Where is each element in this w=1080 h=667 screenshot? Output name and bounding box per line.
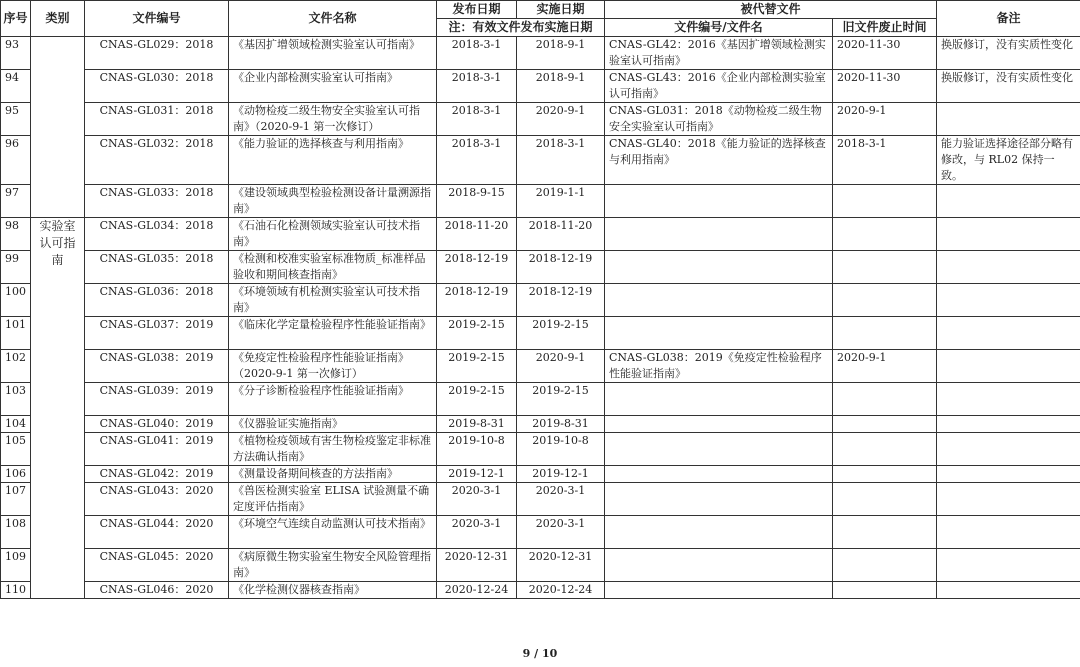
impl-date-cell: 2018-12-19	[517, 284, 605, 317]
header-publish-date: 发布日期	[437, 1, 517, 19]
old-abolish-cell	[833, 433, 937, 466]
doc-no-cell: CNAS-GL030：2018	[85, 70, 229, 103]
publish-date-cell: 2018-3-1	[437, 136, 517, 185]
category-cell: 实验室认可指南	[31, 218, 85, 599]
publish-date-cell: 2018-3-1	[437, 70, 517, 103]
old-abolish-cell	[833, 466, 937, 483]
seq-cell: 98	[1, 218, 31, 251]
replaced-doc-cell	[605, 433, 833, 466]
publish-date-cell: 2018-9-15	[437, 185, 517, 218]
doc-no-cell: CNAS-GL044：2020	[85, 516, 229, 549]
replaced-doc-cell	[605, 466, 833, 483]
header-replaced-no-name: 文件编号/文件名	[605, 19, 833, 37]
publish-date-cell: 2018-3-1	[437, 103, 517, 136]
table-row	[1, 416, 1080, 433]
replaced-doc-cell	[605, 218, 833, 251]
table-row	[1, 284, 1080, 317]
impl-date-cell: 2019-12-1	[517, 466, 605, 483]
old-abolish-cell: 2020-11-30	[833, 37, 937, 70]
impl-date-cell: 2018-9-1	[517, 70, 605, 103]
doc-name-cell: 《免疫定性检验程序性能验证指南》（2020-9-1 第一次修订）	[229, 350, 437, 383]
replaced-doc-cell: CNAS-GL031：2018《动物检疫二级生物安全实验室认可指南》	[605, 103, 833, 136]
impl-date-cell: 2020-3-1	[517, 483, 605, 516]
doc-name-cell: 《仪器验证实施指南》	[229, 416, 437, 433]
remark-cell: 换版修订，没有实质性变化	[937, 37, 1080, 70]
old-abolish-cell	[833, 251, 937, 284]
old-abolish-cell	[833, 284, 937, 317]
publish-date-cell: 2018-12-19	[437, 251, 517, 284]
table-row	[1, 185, 1080, 218]
remark-cell	[937, 483, 1080, 516]
table-row	[1, 218, 1080, 251]
table-row	[1, 37, 1080, 70]
publish-date-cell: 2020-3-1	[437, 516, 517, 549]
replaced-doc-cell	[605, 185, 833, 218]
publish-date-cell: 2020-12-31	[437, 549, 517, 582]
doc-no-cell: CNAS-GL038：2019	[85, 350, 229, 383]
old-abolish-cell	[833, 582, 937, 599]
replaced-doc-cell	[605, 317, 833, 350]
remark-cell	[937, 582, 1080, 599]
header-impl-date: 实施日期	[517, 1, 605, 19]
remark-cell	[937, 350, 1080, 383]
doc-name-cell: 《建设领域典型检验检测设备计量溯源指南》	[229, 185, 437, 218]
publish-date-cell: 2020-3-1	[437, 483, 517, 516]
table-row	[1, 549, 1080, 582]
header-note-effective: 注：有效文件发布实施日期	[437, 19, 605, 37]
impl-date-cell: 2020-9-1	[517, 350, 605, 383]
publish-date-cell: 2019-2-15	[437, 383, 517, 416]
seq-cell: 101	[1, 317, 31, 350]
remark-cell	[937, 317, 1080, 350]
replaced-doc-cell	[605, 549, 833, 582]
impl-date-cell: 2018-9-1	[517, 37, 605, 70]
seq-cell: 103	[1, 383, 31, 416]
doc-name-cell: 《能力验证的选择核查与利用指南》	[229, 136, 437, 185]
seq-cell: 109	[1, 549, 31, 582]
impl-date-cell: 2018-3-1	[517, 136, 605, 185]
remark-cell	[937, 284, 1080, 317]
old-abolish-cell	[833, 516, 937, 549]
seq-cell: 99	[1, 251, 31, 284]
table-row	[1, 251, 1080, 284]
replaced-doc-cell	[605, 483, 833, 516]
doc-name-cell: 《石油石化检测领域实验室认可技术指南》	[229, 218, 437, 251]
header-seq: 序号	[1, 1, 31, 37]
doc-name-cell: 《企业内部检测实验室认可指南》	[229, 70, 437, 103]
remark-cell	[937, 185, 1080, 218]
remark-cell	[937, 218, 1080, 251]
publish-date-cell: 2019-10-8	[437, 433, 517, 466]
seq-cell: 96	[1, 136, 31, 185]
publish-date-cell: 2018-3-1	[437, 37, 517, 70]
old-abolish-cell	[833, 416, 937, 433]
table-row	[1, 103, 1080, 136]
impl-date-cell: 2019-2-15	[517, 317, 605, 350]
doc-no-cell: CNAS-GL041：2019	[85, 433, 229, 466]
seq-cell: 94	[1, 70, 31, 103]
doc-no-cell: CNAS-GL034：2018	[85, 218, 229, 251]
doc-name-cell: 《兽医检测实验室 ELISA 试验测量不确定度评估指南》	[229, 483, 437, 516]
seq-cell: 104	[1, 416, 31, 433]
table-row	[1, 70, 1080, 103]
category-cell-blank	[31, 37, 85, 218]
doc-name-cell: 《检测和校准实验室标准物质_标准样品验收和期间核查指南》	[229, 251, 437, 284]
seq-cell: 106	[1, 466, 31, 483]
seq-cell: 105	[1, 433, 31, 466]
replaced-doc-cell: CNAS-GL40：2018《能力验证的选择核查与利用指南》	[605, 136, 833, 185]
header-remark: 备注	[937, 1, 1080, 37]
doc-no-cell: CNAS-GL029：2018	[85, 37, 229, 70]
impl-date-cell: 2020-12-24	[517, 582, 605, 599]
impl-date-cell: 2018-12-19	[517, 251, 605, 284]
publish-date-cell: 2019-8-31	[437, 416, 517, 433]
table-row	[1, 383, 1080, 416]
impl-date-cell: 2019-2-15	[517, 383, 605, 416]
replaced-doc-cell	[605, 383, 833, 416]
header-old-abolish: 旧文件废止时间	[833, 19, 937, 37]
publish-date-cell: 2019-2-15	[437, 317, 517, 350]
old-abolish-cell	[833, 185, 937, 218]
impl-date-cell: 2019-10-8	[517, 433, 605, 466]
remark-cell	[937, 549, 1080, 582]
table-row	[1, 466, 1080, 483]
doc-no-cell: CNAS-GL031：2018	[85, 103, 229, 136]
old-abolish-cell	[833, 483, 937, 516]
publish-date-cell: 2020-12-24	[437, 582, 517, 599]
replaced-doc-cell	[605, 251, 833, 284]
doc-no-cell: CNAS-GL040：2019	[85, 416, 229, 433]
table-row	[1, 136, 1080, 185]
old-abolish-cell	[833, 549, 937, 582]
doc-name-cell: 《化学检测仪器核查指南》	[229, 582, 437, 599]
table-row	[1, 483, 1080, 516]
seq-cell: 107	[1, 483, 31, 516]
table-body	[1, 37, 1080, 599]
table-row	[1, 317, 1080, 350]
seq-cell: 108	[1, 516, 31, 549]
page-footer: 9 / 10	[522, 647, 558, 660]
publish-date-cell: 2018-11-20	[437, 218, 517, 251]
old-abolish-cell: 2020-9-1	[833, 103, 937, 136]
impl-date-cell: 2018-11-20	[517, 218, 605, 251]
impl-date-cell: 2020-9-1	[517, 103, 605, 136]
replaced-doc-cell: CNAS-GL43：2016《企业内部检测实验室认可指南》	[605, 70, 833, 103]
table-row	[1, 516, 1080, 549]
remark-cell	[937, 251, 1080, 284]
old-abolish-cell	[833, 383, 937, 416]
doc-no-cell: CNAS-GL036：2018	[85, 284, 229, 317]
seq-cell: 93	[1, 37, 31, 70]
remark-cell	[937, 103, 1080, 136]
doc-name-cell: 《环境领域有机检测实验室认可技术指南》	[229, 284, 437, 317]
remark-cell	[937, 433, 1080, 466]
remark-cell: 换版修订，没有实质性变化	[937, 70, 1080, 103]
remark-cell	[937, 383, 1080, 416]
doc-no-cell: CNAS-GL035：2018	[85, 251, 229, 284]
old-abolish-cell	[833, 218, 937, 251]
table-row	[1, 433, 1080, 466]
seq-cell: 102	[1, 350, 31, 383]
seq-cell: 110	[1, 582, 31, 599]
publish-date-cell: 2019-2-15	[437, 350, 517, 383]
doc-no-cell: CNAS-GL033：2018	[85, 185, 229, 218]
header-doc-no: 文件编号	[85, 1, 229, 37]
table-row	[1, 582, 1080, 599]
impl-date-cell: 2020-12-31	[517, 549, 605, 582]
doc-name-cell: 《动物检疫二级生物安全实验室认可指南》（2020-9-1 第一次修订）	[229, 103, 437, 136]
doc-name-cell: 《植物检疫领域有害生物检疫鉴定非标准方法确认指南》	[229, 433, 437, 466]
doc-no-cell: CNAS-GL032：2018	[85, 136, 229, 185]
doc-name-cell: 《基因扩增领域检测实验室认可指南》	[229, 37, 437, 70]
header-doc-name: 文件名称	[229, 1, 437, 37]
doc-no-cell: CNAS-GL043：2020	[85, 483, 229, 516]
old-abolish-cell	[833, 317, 937, 350]
impl-date-cell: 2019-1-1	[517, 185, 605, 218]
seq-cell: 95	[1, 103, 31, 136]
header-replaced: 被代替文件	[605, 1, 937, 19]
doc-no-cell: CNAS-GL042：2019	[85, 466, 229, 483]
doc-name-cell: 《测量设备期间核查的方法指南》	[229, 466, 437, 483]
impl-date-cell: 2020-3-1	[517, 516, 605, 549]
doc-no-cell: CNAS-GL045：2020	[85, 549, 229, 582]
old-abolish-cell: 2020-11-30	[833, 70, 937, 103]
remark-cell	[937, 416, 1080, 433]
remark-cell: 能力验证选择途径部分略有修改，与 RL02 保持一致。	[937, 136, 1080, 185]
replaced-doc-cell	[605, 416, 833, 433]
header-category: 类别	[31, 1, 85, 37]
replaced-doc-cell: CNAS-GL42：2016《基因扩增领域检测实验室认可指南》	[605, 37, 833, 70]
seq-cell: 100	[1, 284, 31, 317]
publish-date-cell: 2018-12-19	[437, 284, 517, 317]
old-abolish-cell: 2018-3-1	[833, 136, 937, 185]
doc-name-cell: 《病原微生物实验室生物安全风险管理指南》	[229, 549, 437, 582]
doc-name-cell: 《环境空气连续自动监测认可技术指南》	[229, 516, 437, 549]
table-row	[1, 350, 1080, 383]
replaced-doc-cell	[605, 582, 833, 599]
remark-cell	[937, 466, 1080, 483]
replaced-doc-cell	[605, 284, 833, 317]
seq-cell: 97	[1, 185, 31, 218]
publish-date-cell: 2019-12-1	[437, 466, 517, 483]
doc-name-cell: 《临床化学定量检验程序性能验证指南》	[229, 317, 437, 350]
old-abolish-cell: 2020-9-1	[833, 350, 937, 383]
doc-name-cell: 《分子诊断检验程序性能验证指南》	[229, 383, 437, 416]
impl-date-cell: 2019-8-31	[517, 416, 605, 433]
replaced-doc-cell	[605, 516, 833, 549]
doc-no-cell: CNAS-GL046：2020	[85, 582, 229, 599]
remark-cell	[937, 516, 1080, 549]
doc-no-cell: CNAS-GL037：2019	[85, 317, 229, 350]
doc-no-cell: CNAS-GL039：2019	[85, 383, 229, 416]
replaced-doc-cell: CNAS-GL038：2019《免疫定性检验程序性能验证指南》	[605, 350, 833, 383]
